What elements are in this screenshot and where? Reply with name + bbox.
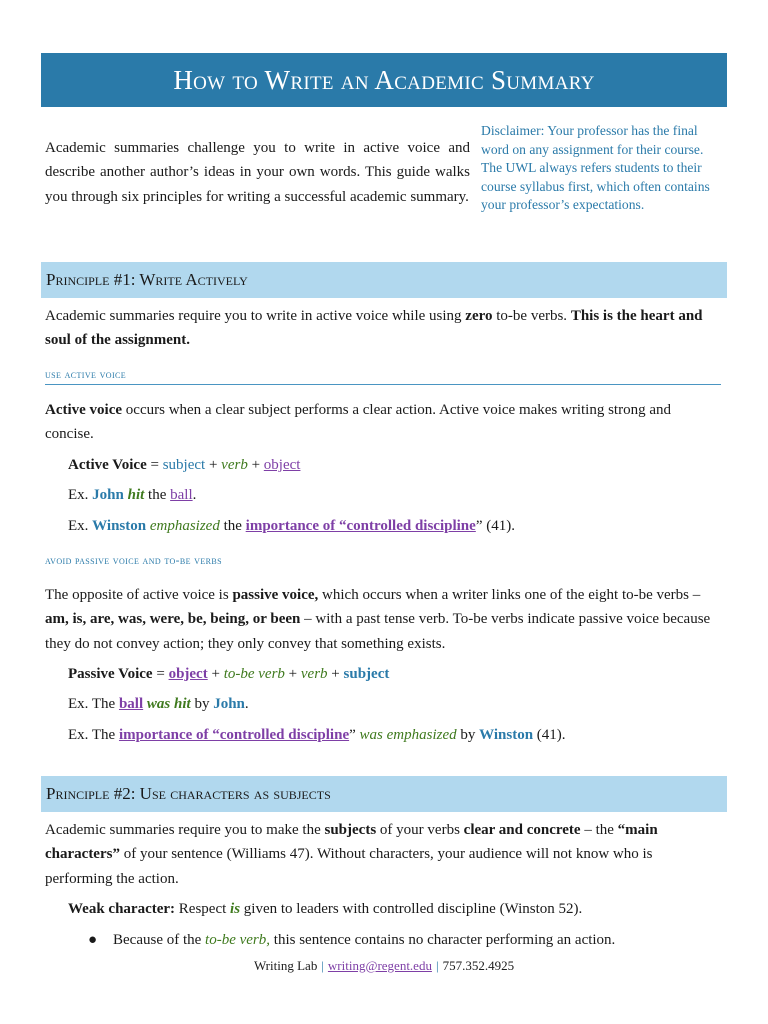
text-span: . xyxy=(244,696,249,712)
principle-2-intro xyxy=(45,818,715,891)
subject-term: subject xyxy=(162,457,206,473)
verb-term: was hit xyxy=(146,696,191,712)
text-span: . xyxy=(192,487,197,503)
disclaimer-text: : Your professor has the final word on any assignment for their course. The UWL always refers students to their course syllabus first, which often contains your professor’s expectations. xyxy=(481,123,710,212)
text-span: Because of the xyxy=(113,932,206,948)
verb-term: verb xyxy=(221,457,248,473)
bold-text: subjects xyxy=(324,822,377,838)
text-span: of your verbs xyxy=(376,822,464,838)
text-span: given to leaders with controlled discipline (Winston 52). xyxy=(240,901,583,917)
text-span: + xyxy=(205,457,222,473)
bold-text: This is the heart and soul of the assignment. xyxy=(45,308,703,349)
text-span: ” (41). xyxy=(475,518,515,534)
text-span: + xyxy=(327,666,344,682)
text-span: – with a past tense verb. To-be verbs indicate passive voice because they do not convey action; they only convey that something exists. xyxy=(45,611,711,652)
subhead-passive-voice: avoid passive voice and to-be verbs xyxy=(45,555,222,567)
disclaimer-label: Disclaimer xyxy=(481,123,541,138)
text-span: = xyxy=(152,666,169,682)
intro-paragraph: Academic summaries challenge you to write in active voice and describe another author’s ideas in your own words. This guide walks you through six principles for writing a successful academic summary. xyxy=(45,140,470,205)
to-be-verb-term: to-be verb xyxy=(223,666,285,682)
bold-text: “main characters” xyxy=(45,822,658,863)
principle-1-heading: Principle #1: Write Actively xyxy=(41,262,727,298)
text-span: Ex. The xyxy=(68,727,119,743)
object-term: object xyxy=(263,457,301,473)
principle-2-heading: Principle #2: Use characters as subjects xyxy=(41,776,727,812)
text-span: – the xyxy=(580,822,618,838)
text-span: The opposite of active voice is xyxy=(45,587,233,603)
subhead-active-voice: use active voice xyxy=(45,369,721,385)
text-span: Academic summaries require you to write in active voice while using xyxy=(45,308,466,324)
disclaimer-box xyxy=(481,122,721,215)
passive-voice-definition xyxy=(45,583,715,656)
verb-term: verb xyxy=(300,666,328,682)
formula-label: Passive Voice xyxy=(68,666,153,682)
bold-text: zero xyxy=(465,308,493,324)
text-span: + xyxy=(284,666,301,682)
footer-email-link[interactable]: writing@regent.edu xyxy=(327,958,432,973)
verb-term: hit xyxy=(127,487,145,503)
active-example-1 xyxy=(68,485,196,505)
text-span: Academic summaries require you to make the xyxy=(45,822,325,838)
verb-term: to-be verb, xyxy=(205,932,271,948)
bold-text: passive voice, xyxy=(232,587,319,603)
weak-character-label: Weak character: xyxy=(68,901,176,917)
subject-term: subject xyxy=(343,666,390,682)
text-span: by xyxy=(190,696,214,712)
verb-term: emphasized xyxy=(149,518,220,534)
weak-character-example xyxy=(68,899,582,919)
bold-text: am, is, are, was, were, be, being, or been xyxy=(45,611,301,628)
text-span: + xyxy=(247,457,264,473)
footer-phone: 757.352.4925 xyxy=(442,958,515,973)
page-footer xyxy=(0,958,768,974)
active-voice-definition xyxy=(45,398,715,447)
text-span: Ex. The xyxy=(68,696,119,712)
active-voice-formula xyxy=(68,455,300,475)
subject-term: Winston xyxy=(92,518,147,534)
object-term: object xyxy=(168,666,208,682)
subject-term: John xyxy=(92,487,124,503)
footer-separator: | xyxy=(435,958,439,973)
footer-lab-name: Writing Lab xyxy=(253,958,318,973)
passive-voice-formula xyxy=(68,664,389,684)
principle-1-intro xyxy=(45,304,715,353)
bold-text: Active voice xyxy=(45,402,123,418)
passive-example-2 xyxy=(68,725,566,745)
text-span: the xyxy=(219,518,246,534)
formula-label: Active Voice xyxy=(68,457,147,473)
text-span: (41). xyxy=(533,727,566,743)
text-span: = xyxy=(146,457,163,473)
verb-term: was emphasized xyxy=(359,727,457,743)
bullet-item xyxy=(88,930,615,950)
subject-term: Winston xyxy=(479,727,534,743)
object-term: importance of “controlled discipline xyxy=(118,727,350,743)
text-span: occurs when a clear subject performs a clear action. Active voice makes writing strong and concise. xyxy=(45,402,672,443)
text-span: this sentence contains no character performing an action. xyxy=(270,932,616,948)
text-span: Ex. xyxy=(68,487,93,503)
footer-separator: | xyxy=(321,958,324,973)
text-span: Ex. xyxy=(68,518,93,534)
bold-text: clear and concrete xyxy=(463,822,581,838)
text-span: the xyxy=(144,487,171,503)
text-span: to-be verbs. xyxy=(492,308,571,324)
text-span: which occurs when a writer links one of the eight to-be verbs – xyxy=(318,587,701,603)
text-span: + xyxy=(207,666,224,682)
text-span: of your sentence (Williams 47). Without characters, your audience will not know who is performing the action. xyxy=(45,846,653,887)
object-term: ball xyxy=(170,487,193,503)
text-span: by xyxy=(456,727,480,743)
bullet-icon: ● xyxy=(88,932,98,948)
page-title: How to Write an Academic Summary xyxy=(41,53,727,107)
passive-example-1 xyxy=(68,694,249,714)
subject-term: John xyxy=(213,696,245,712)
text-span: Respect xyxy=(175,901,231,917)
object-term: ball xyxy=(118,696,144,712)
text-span: ” xyxy=(349,727,360,743)
object-term: importance of “controlled discipline xyxy=(245,518,476,534)
active-example-2 xyxy=(68,516,515,536)
verb-term: is xyxy=(230,901,241,917)
